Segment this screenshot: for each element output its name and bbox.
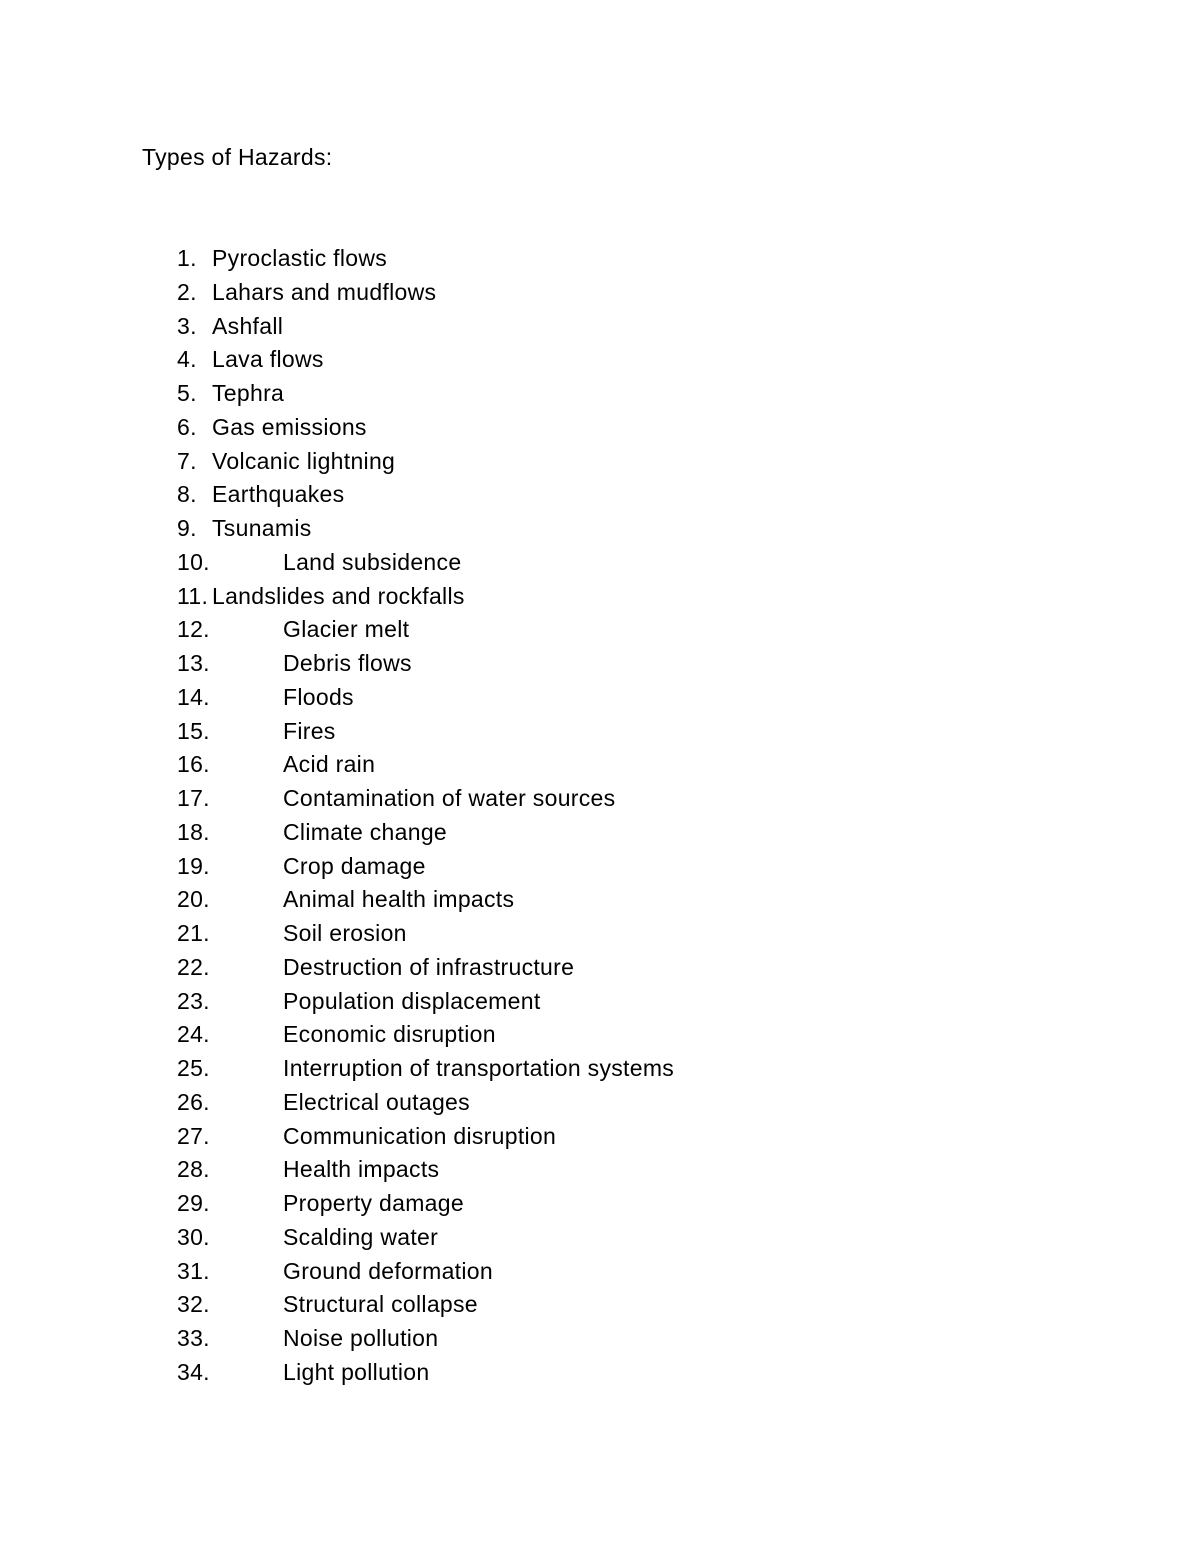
list-item-label: Pyroclastic flows bbox=[212, 245, 388, 271]
list-item-label: Lahars and mudflows bbox=[212, 278, 437, 305]
list-item-number: 29. bbox=[177, 1190, 210, 1216]
list-item-label: Soil erosion bbox=[283, 920, 407, 946]
list-item-number: 11. bbox=[177, 582, 209, 609]
list-item-label: Animal health impacts bbox=[283, 886, 515, 913]
list-item bbox=[0, 1053, 760, 1083]
list-item-number: 20. bbox=[177, 886, 210, 913]
list-item bbox=[0, 1323, 760, 1353]
list-item bbox=[0, 716, 760, 746]
list-item-label: Glacier melt bbox=[283, 616, 410, 643]
list-item bbox=[0, 344, 760, 374]
list-item-label: Floods bbox=[283, 683, 354, 710]
list-item-label: Electrical outages bbox=[283, 1088, 470, 1115]
list-item bbox=[0, 817, 760, 847]
list-item-number: 27. bbox=[177, 1122, 210, 1149]
list-item bbox=[0, 749, 760, 779]
list-item bbox=[0, 648, 760, 678]
list-item-label: Lava flows bbox=[212, 346, 324, 373]
list-item-number: 3. bbox=[177, 312, 197, 339]
list-item bbox=[0, 581, 760, 611]
list-item bbox=[0, 1222, 760, 1252]
list-item-label: Debris flows bbox=[283, 650, 412, 676]
list-item bbox=[0, 783, 760, 813]
list-item-label: Gas emissions bbox=[212, 413, 367, 440]
list-item-label: Acid rain bbox=[283, 751, 376, 778]
list-item bbox=[0, 851, 760, 881]
list-item-label: Contamination of water sources bbox=[283, 785, 616, 811]
list-item-number: 18. bbox=[177, 818, 210, 845]
list-item-number: 21. bbox=[177, 920, 210, 946]
list-item-number: 34. bbox=[177, 1358, 210, 1385]
list-item bbox=[0, 1019, 760, 1049]
list-item-number: 15. bbox=[177, 717, 210, 744]
list-item bbox=[0, 1289, 760, 1319]
list-item bbox=[0, 513, 760, 543]
list-item-label: Ground deformation bbox=[283, 1257, 493, 1284]
list-item bbox=[0, 277, 760, 307]
list-item-label: Landslides and rockfalls bbox=[212, 582, 465, 609]
list-item bbox=[0, 479, 760, 509]
list-item bbox=[0, 311, 760, 341]
list-item-label: Ashfall bbox=[212, 312, 284, 339]
list-item-number: 17. bbox=[177, 785, 210, 811]
list-item-label: Communication disruption bbox=[283, 1122, 557, 1149]
list-item-number: 31. bbox=[177, 1257, 210, 1284]
list-item-number: 2. bbox=[177, 278, 197, 305]
list-item-number: 16. bbox=[177, 751, 210, 778]
list-item-number: 30. bbox=[177, 1223, 210, 1250]
list-item-label: Earthquakes bbox=[212, 481, 345, 508]
list-item-number: 10. bbox=[177, 548, 210, 575]
list-item-label: Volcanic lightning bbox=[212, 447, 396, 474]
list-item-number: 5. bbox=[177, 380, 197, 406]
list-item bbox=[0, 1357, 760, 1387]
list-item-number: 24. bbox=[177, 1021, 210, 1048]
list-item bbox=[0, 1256, 760, 1286]
list-item-number: 14. bbox=[177, 683, 210, 710]
list-item bbox=[0, 243, 760, 273]
list-item-number: 6. bbox=[177, 413, 197, 440]
list-item bbox=[0, 1154, 760, 1184]
list-item-number: 28. bbox=[177, 1156, 210, 1183]
list-item-number: 25. bbox=[177, 1055, 210, 1081]
document-title: Types of Hazards: bbox=[142, 144, 333, 170]
list-item-number: 1. bbox=[177, 245, 197, 271]
list-item-label: Climate change bbox=[283, 818, 448, 845]
list-item-label: Health impacts bbox=[283, 1156, 440, 1183]
list-item bbox=[0, 952, 760, 982]
list-item-label: Crop damage bbox=[283, 852, 426, 879]
list-item-number: 8. bbox=[177, 481, 197, 508]
list-item-label: Economic disruption bbox=[283, 1021, 496, 1048]
list-item-label: Population displacement bbox=[283, 987, 541, 1014]
list-item-number: 19. bbox=[177, 852, 210, 879]
list-item-label: Property damage bbox=[283, 1190, 464, 1216]
list-item bbox=[0, 682, 760, 712]
list-item-label: Scalding water bbox=[283, 1223, 439, 1250]
list-item-label: Interruption of transportation systems bbox=[283, 1055, 675, 1081]
list-item bbox=[0, 918, 760, 948]
list-item bbox=[0, 884, 760, 914]
list-item-label: Land subsidence bbox=[283, 548, 462, 575]
list-item-number: 13. bbox=[177, 650, 210, 676]
list-item-number: 23. bbox=[177, 987, 210, 1014]
list-item-number: 33. bbox=[177, 1325, 210, 1351]
list-item bbox=[0, 547, 760, 577]
list-item-label: Light pollution bbox=[283, 1358, 430, 1385]
list-item-label: Tephra bbox=[212, 380, 285, 406]
list-item-label: Fires bbox=[283, 717, 336, 744]
list-item bbox=[0, 1188, 760, 1218]
list-item-number: 32. bbox=[177, 1291, 210, 1318]
list-item-label: Noise pollution bbox=[283, 1325, 439, 1351]
list-item bbox=[0, 446, 760, 476]
list-item bbox=[0, 614, 760, 644]
list-item-number: 7. bbox=[177, 447, 197, 474]
list-item bbox=[0, 412, 760, 442]
list-item-label: Structural collapse bbox=[283, 1291, 478, 1318]
list-item-number: 4. bbox=[177, 346, 197, 373]
list-item bbox=[0, 1121, 760, 1151]
list-item-number: 9. bbox=[177, 515, 197, 541]
list-item-label: Destruction of infrastructure bbox=[283, 953, 575, 980]
list-item bbox=[0, 1087, 760, 1117]
list-item-label: Tsunamis bbox=[212, 515, 312, 541]
list-item bbox=[0, 378, 760, 408]
list-item-number: 26. bbox=[177, 1088, 210, 1115]
list-item-number: 22. bbox=[177, 953, 210, 980]
list-item-number: 12. bbox=[177, 616, 210, 643]
list-item bbox=[0, 986, 760, 1016]
